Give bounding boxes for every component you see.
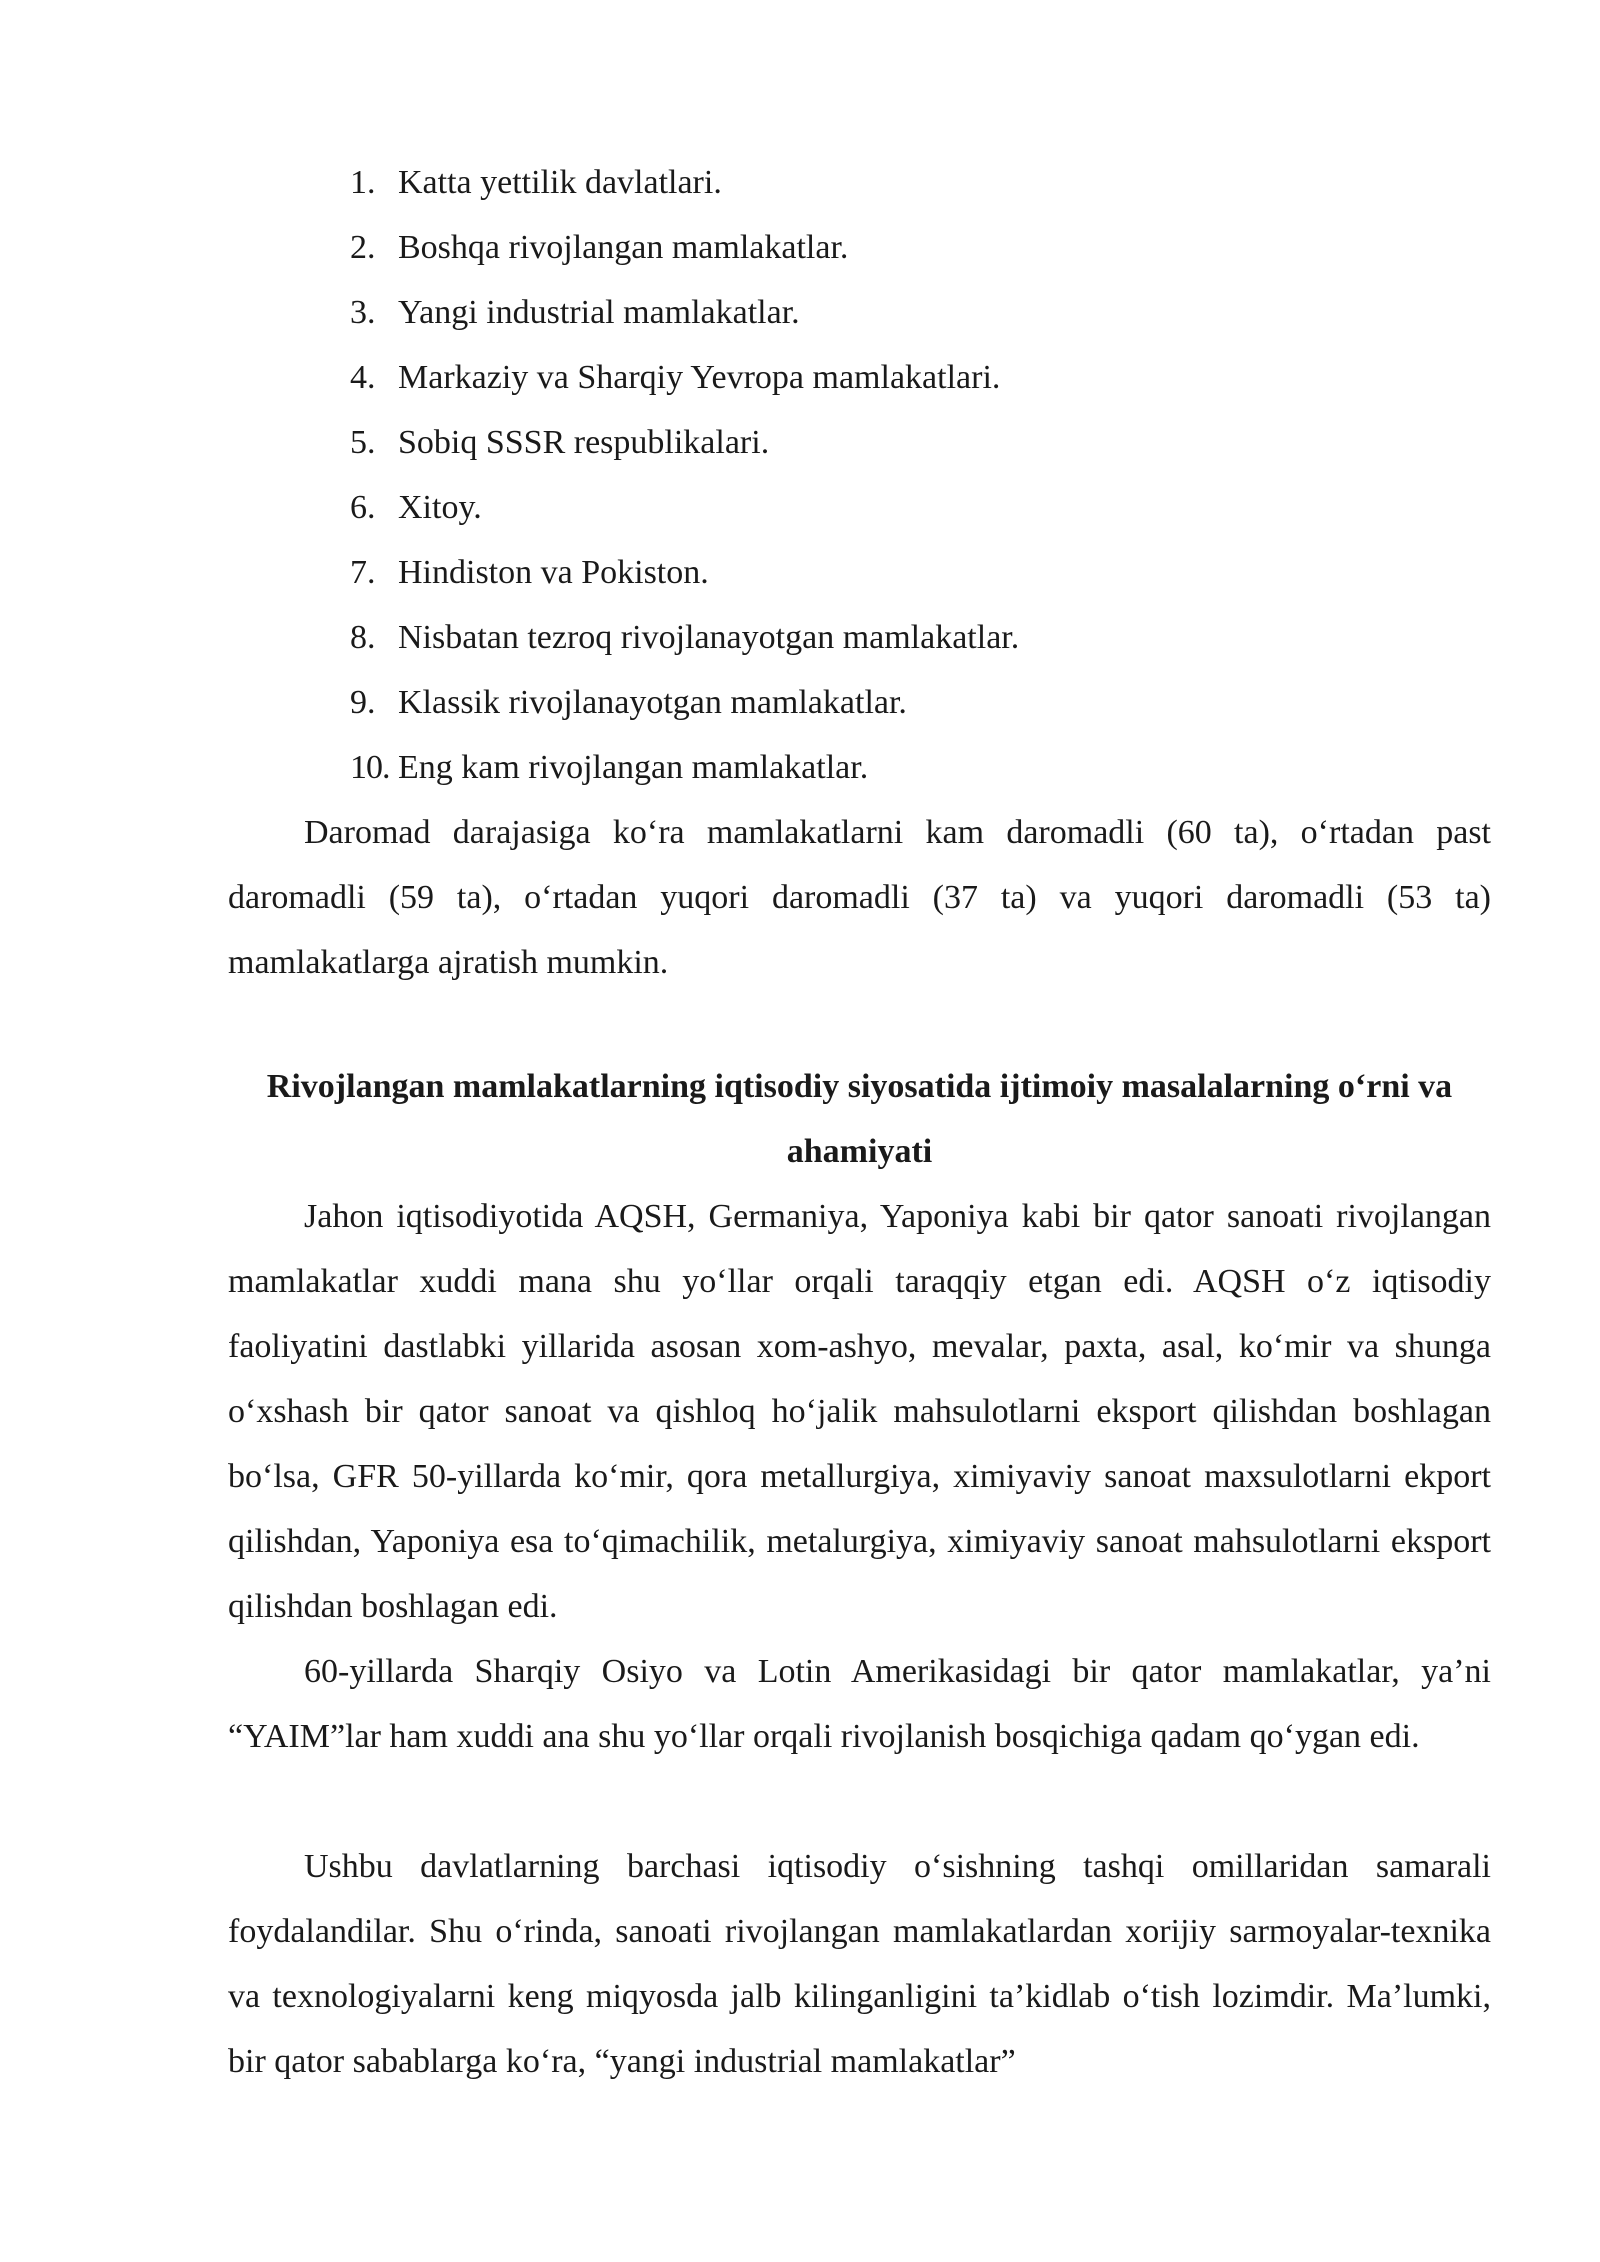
list-item <box>350 150 1350 215</box>
list-item-number: 2. <box>350 229 376 266</box>
list-item-number: 8. <box>350 619 376 656</box>
list-item <box>350 215 1350 280</box>
list-item-number: 4. <box>350 359 376 396</box>
list-item <box>350 540 1350 605</box>
list-item-text: Katta yettilik davlatlari. <box>398 164 722 201</box>
list-item-text: Klassik rivojlanayotgan mamlakatlar. <box>398 684 907 721</box>
list-item-number: 5. <box>350 424 376 461</box>
paragraph-3: Ushbu davlatlarning barchasi iqtisodiy o‘sishning tashqi omillaridan samarali foydalandilar. Shu o‘rinda, sanoati rivojlangan mamlakatlardan xorijiy sarmoyalar-texnika va texnologiyalarni keng miqyosda jalb kilinganligini ta’kidlab o‘tish lozimdir. Ma’lumki, bir qator sabablarga ko‘ra, “yangi industrial mamlakatlar” <box>228 1848 1491 2080</box>
paragraph-2: 60-yillarda Sharqiy Osiyo va Lotin Amerikasidagi bir qator mamlakatlar, ya’ni “YAIM”lar ham xuddi ana shu yo‘llar orqali rivojlanish bosqichiga qadam qo‘ygan edi. <box>228 1653 1491 1755</box>
list-item-text: Nisbatan tezroq rivojlanayotgan mamlakatlar. <box>398 619 1020 656</box>
list-item-text: Eng kam rivojlangan mamlakatlar. <box>398 749 869 786</box>
list-item-number: 7. <box>350 554 376 591</box>
list-item-text: Hindiston va Pokiston. <box>398 554 709 591</box>
list-item-number: 3. <box>350 294 376 331</box>
list-item-text: Xitoy. <box>398 489 482 526</box>
list-item <box>350 345 1350 410</box>
section-heading: Rivojlangan mamlakatlarning iqtisodiy siyosatida ijtimoiy masalalarning o‘rni va ahamiyati <box>266 1068 1453 1170</box>
list-item-text: Markaziy va Sharqiy Yevropa mamlakatlari. <box>398 359 1001 396</box>
list-item-number: 1. <box>350 164 376 201</box>
list-item <box>350 605 1350 670</box>
income-paragraph: Daromad darajasiga ko‘ra mamlakatlarni kam daromadli (60 ta), o‘rtadan past daromadli (59 ta), o‘rtadan yuqori daromadli (37 ta) va yuqori daromadli (53 ta) mamlakatlarga ajratish mumkin. <box>228 814 1491 981</box>
list-item <box>350 475 1350 540</box>
list-item-text: Yangi industrial mamlakatlar. <box>398 294 800 331</box>
paragraph-1: Jahon iqtisodiyotida AQSH, Germaniya, Yaponiya kabi bir qator sanoati rivojlangan mamlakatlar xuddi mana shu yo‘llar orqali taraqqiy etgan edi. AQSH o‘z iqtisodiy faoliyatini dastlabki yillarida asosan xom-ashyo, mevalar, paxta, asal, ko‘mir va shunga o‘xshash bir qator sanoat va qishloq ho‘jalik mahsulotlarni eksport qilishdan boshlagan bo‘lsa, GFR 50-yillarda ko‘mir, qora metallurgiya, ximiyaviy sanoat maxsulotlarni ekport qilishdan, Yaponiya esa to‘qimachilik, metalurgiya, ximiyaviy sanoat mahsulotlarni eksport qilishdan boshlagan edi. <box>228 1198 1491 1625</box>
country-group-list <box>350 150 1350 800</box>
list-item-number: 9. <box>350 684 376 721</box>
list-item <box>350 670 1350 735</box>
list-item-number: 6. <box>350 489 376 526</box>
list-item <box>350 280 1350 345</box>
list-item-text: Sobiq SSSR respublikalari. <box>398 424 770 461</box>
list-item <box>350 410 1350 475</box>
list-item <box>350 735 1350 800</box>
list-item-text: Boshqa rivojlangan mamlakatlar. <box>398 229 849 266</box>
list-item-number: 10. <box>350 749 390 786</box>
